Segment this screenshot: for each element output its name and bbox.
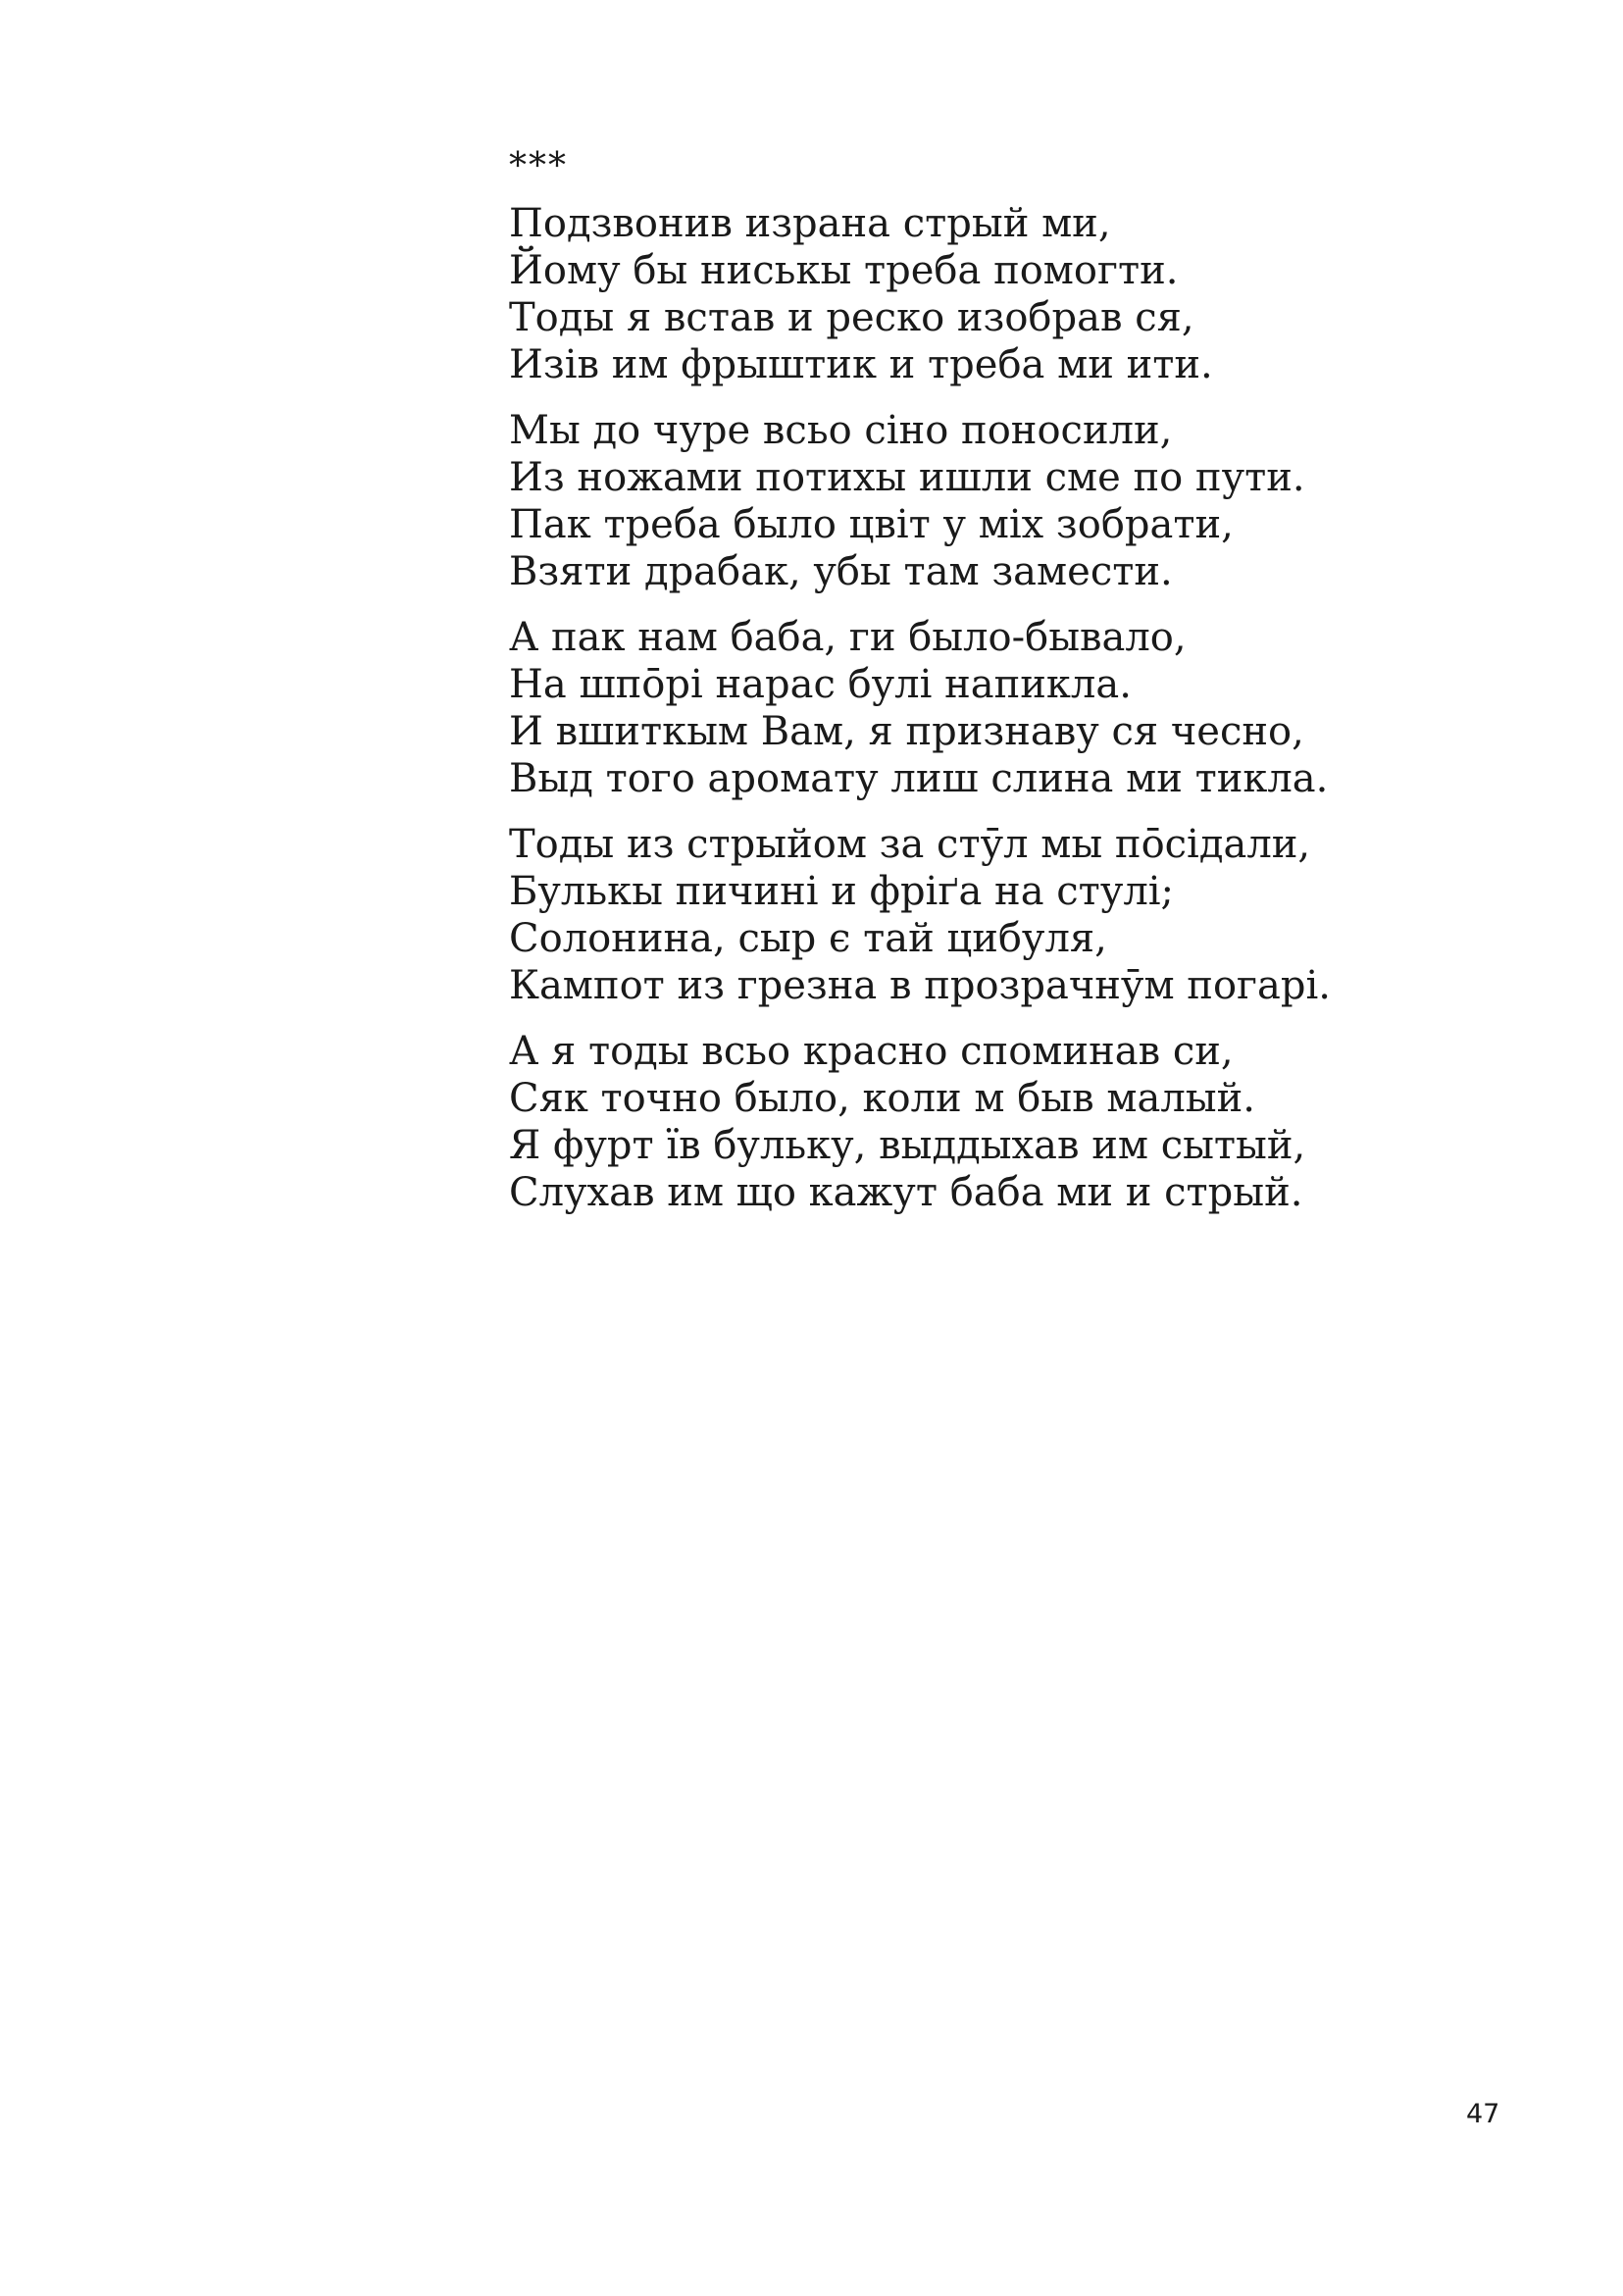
poem-line: Тоды я встав и реско изобрав ся, (509, 295, 1194, 340)
stanza-3 (509, 614, 1529, 802)
poem-line: Из ножами потихы ишли сме по пути. (509, 455, 1305, 500)
poem-line: И вшиткым Вам, я признаву ся чесно, (509, 709, 1304, 754)
poem-line: Изів им фрыштик и треба ми ити. (509, 342, 1213, 387)
poem-line: А я тоды всьо красно споминав си, (509, 1029, 1234, 1074)
poem-line: Солонина, сыр є тай цибуля, (509, 916, 1107, 961)
poem (509, 145, 1529, 1235)
poem-line: Кампот из грезна в прозрачнӯм погарі. (509, 963, 1331, 1008)
poem-line: Йому бы ниськы треба помогти. (509, 248, 1179, 293)
poem-line: Сяк точно было, коли м быв малый. (509, 1076, 1255, 1121)
stanza-4 (509, 821, 1529, 1009)
poem-line: Подзвонив израна стрый ми, (509, 201, 1111, 246)
poem-line: Я фурт їв бульку, выддыхав им сытый, (509, 1123, 1306, 1168)
poem-line: Тоды из стрыйом за стӯл мы пōсідали, (509, 822, 1311, 867)
section-ornament: *** (509, 146, 568, 186)
stanza-2 (509, 407, 1529, 595)
page-number: 47 (1466, 2099, 1500, 2129)
poem-line: Выд того аромату лиш слина ми тикла. (509, 756, 1329, 801)
poem-line: А пак нам баба, ги было-бывало, (509, 615, 1187, 660)
poem-line: Слухав им що кажут баба ми и стрый. (509, 1170, 1303, 1215)
poem-line: На шпōрі нарас булі напикла. (509, 662, 1132, 707)
stanza-5 (509, 1028, 1529, 1216)
stanza-1 (509, 200, 1529, 388)
poem-line: Мы до чуре всьо сіно поносили, (509, 408, 1173, 453)
poem-line: Булькы пичині и фріґа на стулі; (509, 869, 1175, 914)
poem-line: Взяти драбак, убы там замести. (509, 549, 1173, 594)
poem-line: Пак треба было цвіт у міх зобрати, (509, 502, 1234, 547)
